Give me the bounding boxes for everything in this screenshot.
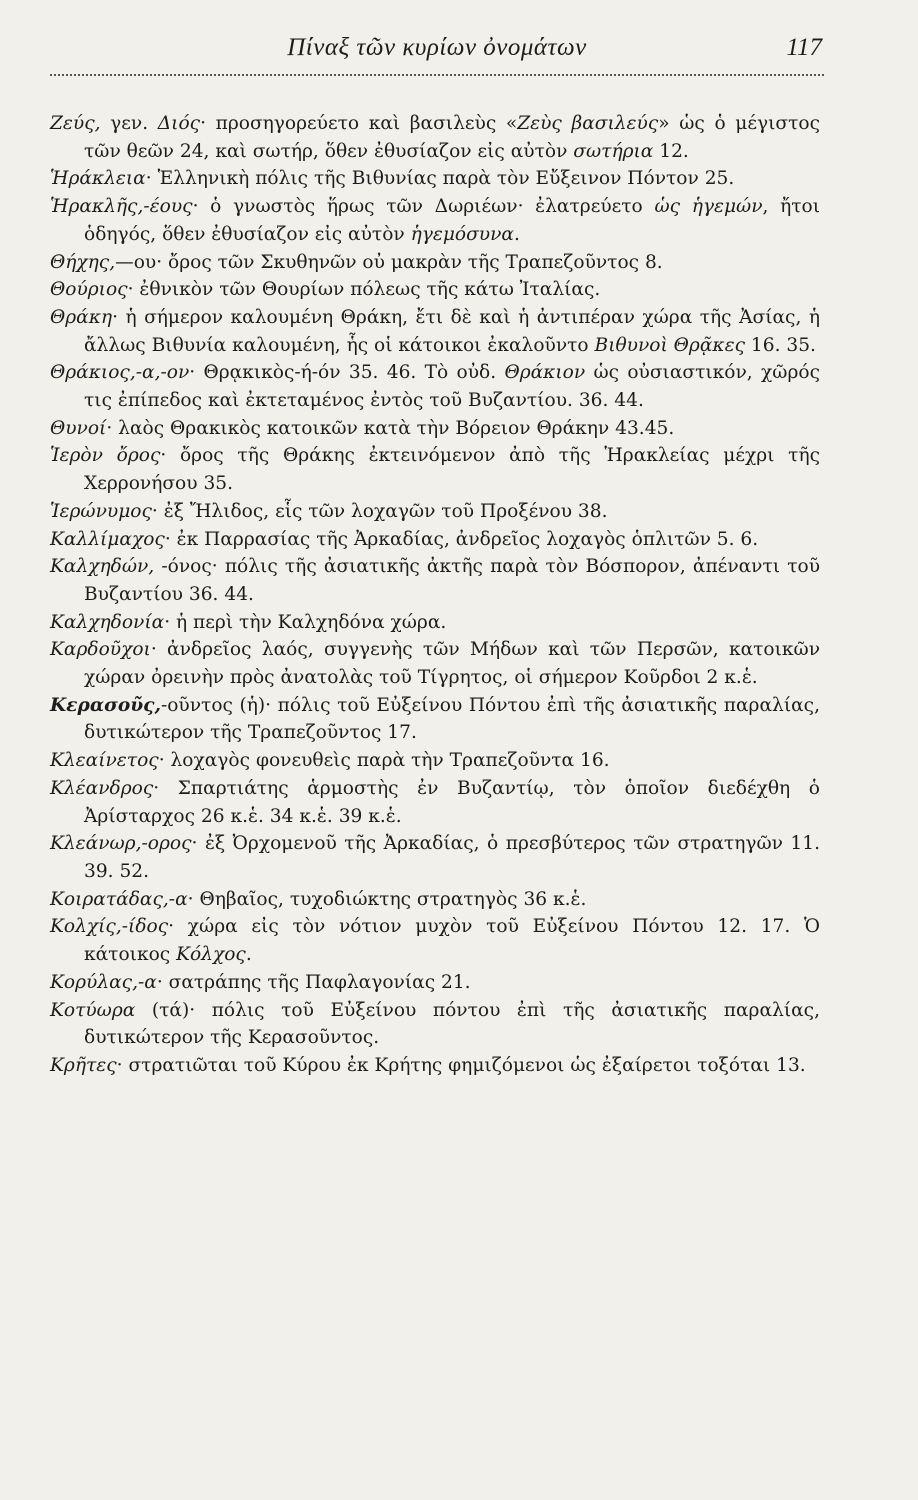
- entry-text: -όνος· πόλις τῆς ἀσιατικῆς ἀκτῆς παρὰ τὸν Βόσπορον, ἀπέναντι τοῦ Βυζαντίου 36. 44.: [84, 556, 820, 605]
- entry-headword: Ἡράκλεια: [50, 168, 146, 190]
- entry-italic-term: σωτήρια: [573, 140, 654, 162]
- entry-headword: Κολχίς,-ίδος: [50, 916, 169, 938]
- index-entry: [50, 830, 820, 885]
- index-entry: [50, 442, 820, 497]
- index-entry: [50, 165, 820, 193]
- entry-text: · ἀνδρεῖος λαός, συγγενὴς τῶν Μήδων καὶ τῶν Περσῶν, κατοικῶν χώραν ὀρεινὴν πρὸς ἀνατολὰς τοῦ Τίγρητος, οἱ σήμερον Κοῦρδοι 2 κ.ἑ.: [84, 639, 820, 689]
- entry-text: · ἐξ Ἤλιδος, εἷς τῶν λοχαγῶν τοῦ Προξένου 38.: [151, 500, 608, 522]
- entry-headword: Ζεύς,: [50, 113, 101, 134]
- entry-text: · στρατιῶται τοῦ Κύρου ἐκ Κρήτης φημιζόμενοι ὡς ἐξαίρετοι τοξόται 13.: [116, 1054, 806, 1076]
- running-title: Πίναξ τῶν κυρίων ὀνομάτων: [287, 34, 587, 61]
- page-header: [50, 30, 824, 70]
- entry-text: · ἐθνικὸν τῶν Θουρίων πόλεως τῆς κάτω Ἰταλίας.: [127, 279, 601, 301]
- index-entry: [50, 110, 820, 165]
- entry-text: · Ἑλληνικὴ πόλις τῆς Βιθυνίας παρὰ τὸν Εὔξεινον Πόντον 25.: [145, 168, 735, 190]
- entry-headword: Θράκη: [50, 306, 113, 328]
- entry-text: · λοχαγὸς φονευθεὶς παρὰ τὴν Τραπεζοῦντα 16.: [158, 750, 610, 772]
- entry-headword: Κορύλας,-α: [50, 971, 157, 993]
- entry-headword: Θήχης,: [50, 251, 116, 273]
- index-entry: [50, 636, 820, 691]
- page-number: 117: [786, 34, 822, 61]
- entry-text: ὡς οὐσιαστικόν, χῶρός τις ἐπίπεδος καὶ ἐκτεταμένος ἐντὸς τοῦ Βυζαντίου. 36. 44.: [84, 362, 820, 412]
- entry-text: · Θρᾳκικὸς-ή-όν 35. 46. Τὸ οὐδ.: [189, 362, 505, 384]
- entry-text: 16. 35.: [745, 334, 816, 356]
- index-entries: [50, 110, 820, 1080]
- entry-text: · ὁ γνωστὸς ἥρως τῶν Δωριέων· ἐλατρεύετο: [192, 196, 655, 218]
- index-entry: [50, 609, 820, 637]
- entry-text: · ἡ περὶ τὴν Καλχηδόνα χώρα.: [164, 611, 447, 633]
- entry-text: -οῦντος (ἡ)· πόλις τοῦ Εὐξείνου Πόντου ἐπὶ τῆς ἀσιατικῆς παραλίας, δυτικώτερον τῆς Τραπεζοῦντος 17.: [84, 694, 820, 744]
- entry-headword: Θυνοί: [50, 417, 107, 439]
- entry-headword: Κλεαίνετος: [50, 750, 159, 772]
- index-entry: [50, 249, 820, 277]
- entry-text: 12.: [653, 140, 689, 162]
- index-entry: [50, 969, 820, 997]
- entry-headword: Κλέανδρος: [50, 777, 154, 799]
- entry-text: · προσηγορεύετο καὶ βασιλεὺς «: [200, 113, 518, 134]
- entry-text: · ὄρος τῆς Θράκης ἐκτεινόμενον ἀπὸ τῆς Ἡρακλείας μέχρι τῆς Χερρονήσου 35.: [84, 445, 821, 495]
- entry-headword: Κλεάνωρ,-ορος: [50, 833, 192, 855]
- entry-italic-term: Κόλχος: [176, 944, 246, 966]
- entry-text: · ἡ σήμερον καλουμένη Θράκη, ἔτι δὲ καὶ ἡ ἀντιπέραν χώρα τῆς Ἀσίας, ἡ ἄλλως Βιθυνία καλουμένη, ἧς οἱ κάτοικοι ἐκαλοῦντο: [84, 306, 820, 356]
- index-entry: [50, 498, 820, 526]
- entry-headword: Κοτύωρα: [50, 999, 136, 1021]
- entry-text: .: [513, 223, 520, 245]
- entry-italic-term: Διός: [157, 113, 201, 134]
- index-entry: [50, 1052, 820, 1080]
- entry-italic-term: Ζεὺς βασιλεύς: [517, 113, 659, 134]
- index-entry: [50, 747, 820, 775]
- index-entry: [50, 304, 820, 359]
- entry-headword: Θούριος: [50, 279, 128, 301]
- entry-text: γεν.: [100, 113, 158, 134]
- entry-text: · σατράπης τῆς Παφλαγονίας 21.: [156, 971, 471, 993]
- header-rule: [50, 74, 824, 76]
- entry-headword: Καλλίμαχος: [50, 528, 165, 550]
- entry-text: · ἐκ Παρρασίας τῆς Ἀρκαδίας, ἀνδρεῖος λοχαγὸς ὁπλιτῶν 5. 6.: [164, 528, 759, 550]
- entry-text: · Θηβαῖος, τυχοδιώκτης στρατηγὸς 36 κ.ἑ.: [187, 888, 587, 910]
- entry-headword: Κρῆτες: [50, 1054, 117, 1076]
- entry-text: .: [245, 944, 252, 966]
- entry-text: · χώρα εἰς τὸν νότιον μυχὸν τοῦ Εὐξείνου Πόντου 12. 17. Ὁ κάτοικος: [84, 916, 820, 966]
- entry-text: · λαὸς Θρακικὸς κατοικῶν κατὰ τὴν Βόρειον Θράκην 43.45.: [106, 417, 675, 439]
- entry-headword: Κερασοῦς,: [50, 694, 161, 716]
- index-entry: [50, 526, 820, 554]
- entry-headword: Ἱερὸν ὄρος: [50, 445, 161, 467]
- entry-italic-term: ὡς ἡγεμών: [654, 196, 763, 218]
- index-entry: [50, 886, 820, 914]
- index-entry: [50, 692, 820, 747]
- entry-text: (τά)· πόλις τοῦ Εὐξείνου πόντου ἐπὶ τῆς ἀσιατικῆς παραλίας, δυτικώτερον τῆς Κερασοῦντος.: [84, 999, 820, 1049]
- index-entry: [50, 276, 820, 304]
- index-entry: [50, 193, 820, 248]
- entry-text: , ἤτοι ὁδηγός, ὅθεν ἐθυσίαζον εἰς αὐτὸν: [84, 196, 821, 245]
- entry-text: —ου· ὄρος τῶν Σκυθηνῶν οὐ μακρὰν τῆς Τραπεζοῦντος 8.: [115, 251, 663, 273]
- entry-headword: Καλχηδών,: [50, 556, 155, 578]
- entry-headword: Καρδοῦχοι: [50, 639, 151, 661]
- entry-italic-term: Θράκιον: [504, 362, 586, 384]
- index-entry: [50, 415, 820, 443]
- entry-headword: Καλχηδονία: [50, 611, 165, 633]
- entry-text: · ἐξ Ὀρχομενοῦ τῆς Ἀρκαδίας, ὁ πρεσβύτερος τῶν στρατηγῶν 11. 39. 52.: [84, 833, 820, 882]
- index-entry: [50, 913, 820, 968]
- entry-text: · Σπαρτιάτης ἁρμοστὴς ἐν Βυζαντίῳ, τὸν ὁποῖον διεδέχθη ὁ Ἀρίσταρχος 26 κ.ἑ. 34 κ.ἑ. 39 κ.ἑ.: [84, 777, 820, 827]
- index-entry: [50, 553, 820, 608]
- entry-headword: Θράκιος,-α,-ον: [50, 362, 190, 384]
- entry-text: » ὡς ὁ μέγιστος τῶν θεῶν 24, καὶ σωτήρ, ὅθεν ἐθυσίαζον εἰς αὐτὸν: [84, 113, 820, 162]
- entry-headword: Ἡρακλῆς,-έους: [50, 196, 193, 218]
- entry-italic-term: Βιθυνοὶ Θρᾷκες: [594, 334, 745, 356]
- index-entry: [50, 775, 820, 830]
- index-entry: [50, 997, 820, 1052]
- entry-headword: Κοιρατάδας,-α: [50, 888, 188, 910]
- entry-italic-term: ἡγεμόσυνα: [410, 223, 514, 245]
- entry-headword: Ἱερώνυμος: [50, 500, 152, 522]
- index-entry: [50, 359, 820, 414]
